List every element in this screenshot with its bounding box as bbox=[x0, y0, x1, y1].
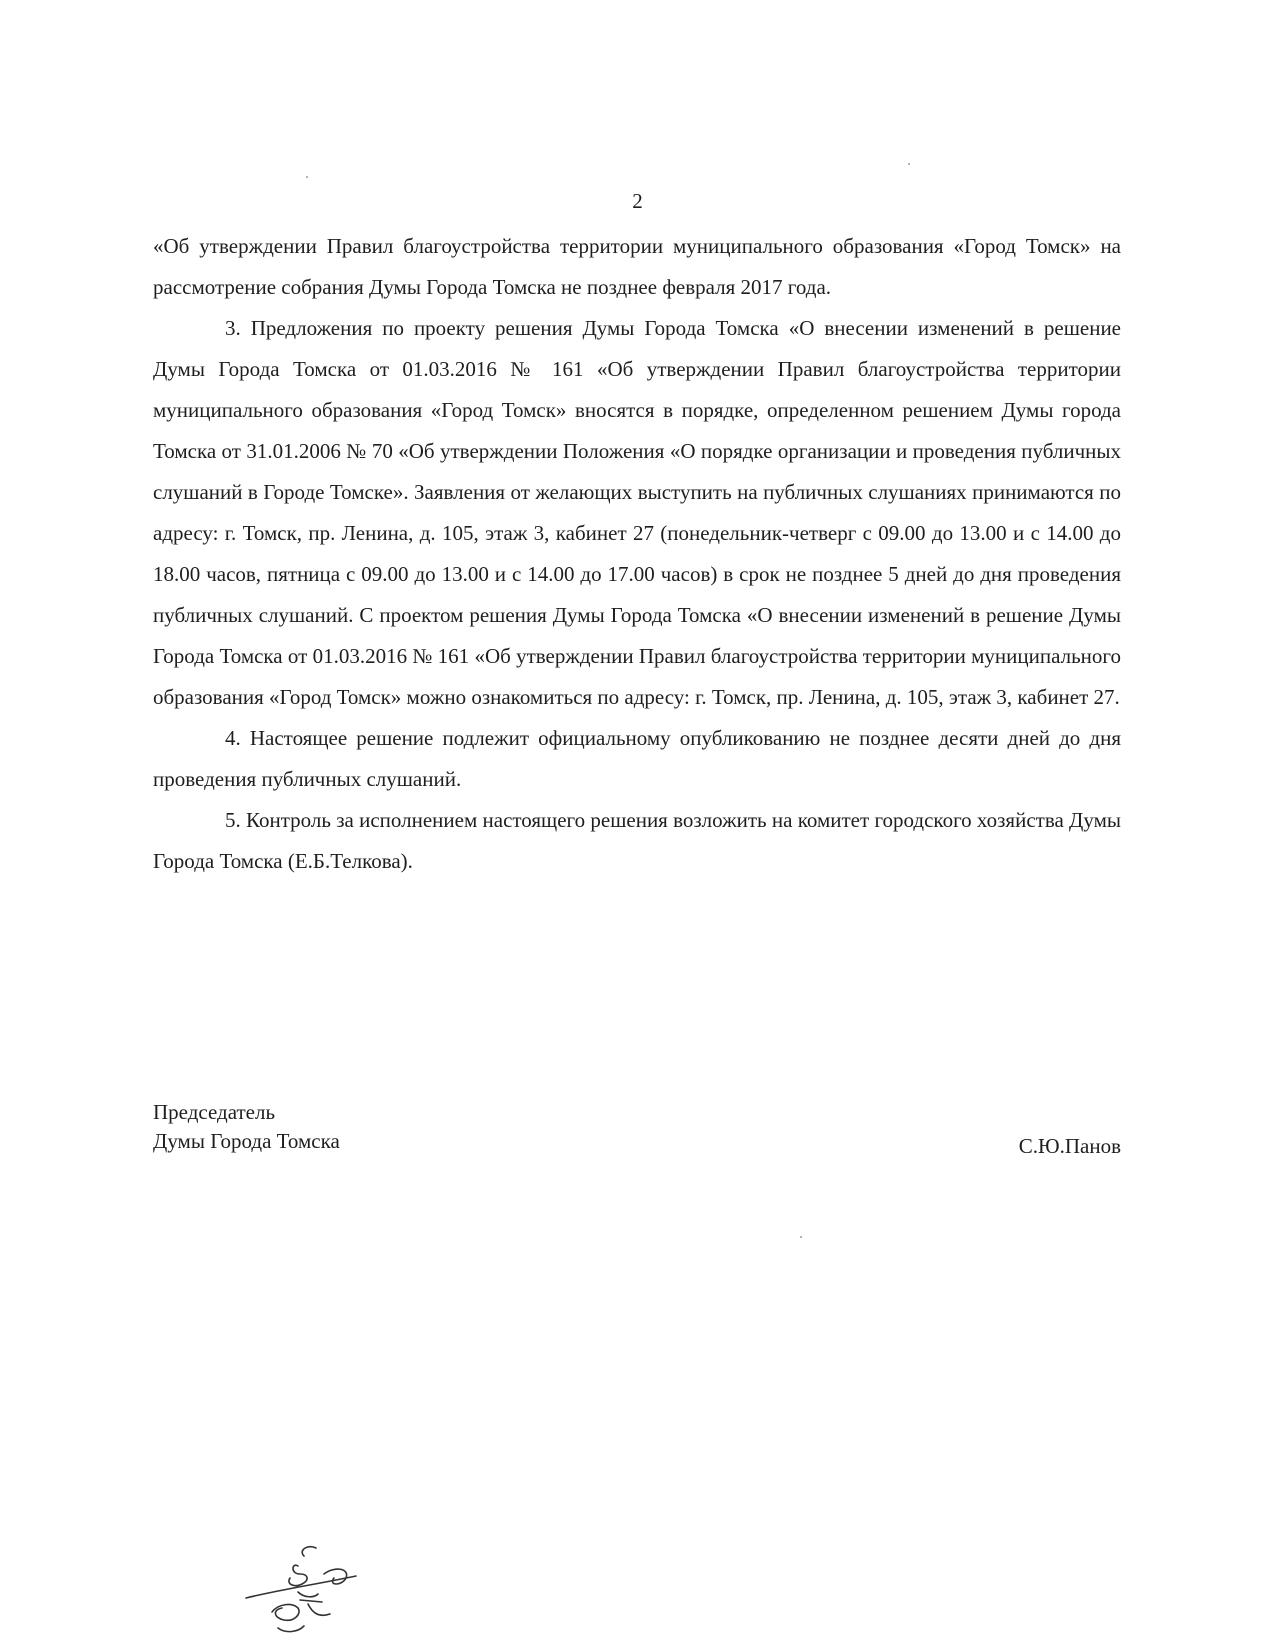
position-line-1: Председатель bbox=[153, 1100, 276, 1124]
page-number: 2 bbox=[632, 189, 643, 213]
scan-speck bbox=[800, 1236, 802, 1238]
paragraph-3: 3. Предложения по проекту решения Думы Города Томска «О внесении изменений в решение Думы Города Томска от 01.03.2016 № 161 «Об утверждении Правил благоустройства территории муниципального образования «Город Томск» вносятся в порядке, определенном решением Думы города Томска от 31.01.2006 № 70 «Об утверждении Положения «О порядке организации и проведения публичных слушаний в Городе Томске». Заявления от желающих выступить на публичных слушаниях принимаются по адресу: г. Томск, пр. Ленина, д. 105, этаж 3, кабинет 27 (понедельник-четверг с 09.00 до 13.00 и с 14.00 до 18.00 часов, пятница с 09.00 до 13.00 и с 14.00 до 17.00 часов) в срок не позднее 5 дней до дня проведения публичных слушаний. С проектом решения Думы Города Томска «О внесении изменений в решение Думы Города Томска от 01.03.2016 № 161 «Об утверждении Правил благоустройства территории муниципального образования «Город Томск» можно ознакомиться по адресу: г. Томск, пр. Ленина, д. 105, этаж 3, кабинет 27. bbox=[153, 316, 1121, 709]
position-line-2: Думы Города Томска bbox=[153, 1129, 340, 1153]
paragraph-continuation: «Об утверждении Правил благоустройства территории муниципального образования «Город Томск» на рассмотрение собрания Думы Города Томска не позднее февраля 2017 года. bbox=[153, 234, 1121, 299]
handwritten-initials-icon bbox=[238, 1540, 378, 1640]
paragraph-5: 5. Контроль за исполнением настоящего решения возложить на комитет городского хозяйства Думы Города Томска (Е.Б.Телкова). bbox=[153, 808, 1121, 873]
signatory-name: С.Ю.Панов bbox=[1018, 1134, 1121, 1158]
scan-speck bbox=[908, 163, 910, 165]
scan-speck bbox=[306, 176, 308, 178]
paragraph-4: 4. Настоящее решение подлежит официальному опубликованию не позднее десяти дней до дня проведения публичных слушаний. bbox=[153, 726, 1121, 791]
document-body bbox=[153, 226, 1121, 882]
signatory-position bbox=[153, 1098, 340, 1156]
